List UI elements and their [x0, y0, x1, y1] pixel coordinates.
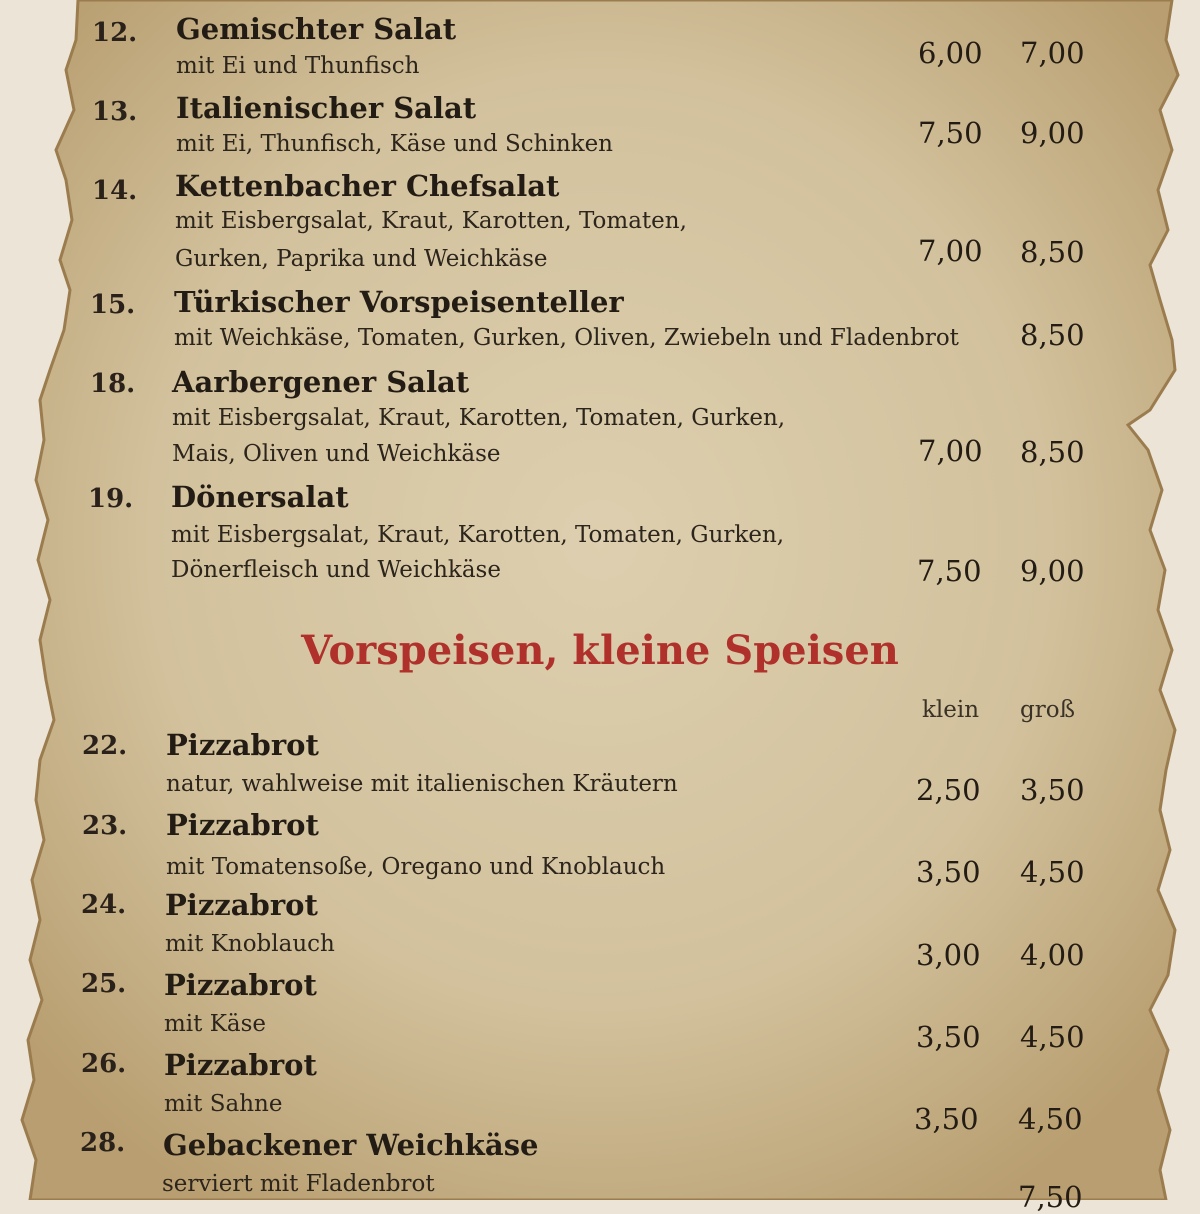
price-large: 8,50 [1020, 318, 1085, 352]
item-description: Gurken, Paprika und Weichkäse [175, 246, 548, 272]
price-large: 9,00 [1020, 554, 1085, 588]
item-description: mit Eisbergsalat, Kraut, Karotten, Tomaten, Gurken, [171, 522, 785, 548]
price-small: 7,00 [918, 234, 983, 268]
item-name: Pizzabrot [165, 888, 318, 922]
item-number: 22. [82, 731, 128, 761]
price-large: 8,50 [1020, 435, 1085, 469]
column-header-large: groß [1020, 697, 1075, 723]
price-small: 3,50 [916, 1020, 981, 1054]
item-name: Pizzabrot [164, 1048, 317, 1082]
item-description: mit Eisbergsalat, Kraut, Karotten, Tomaten, Gurken, [172, 405, 786, 431]
item-description: natur, wahlweise mit italienischen Kräutern [166, 771, 678, 797]
price-small: 3,50 [914, 1102, 979, 1136]
item-number: 24. [81, 890, 127, 920]
price-small: 3,00 [916, 938, 981, 972]
price-large: 4,00 [1020, 938, 1085, 972]
item-description: mit Weichkäse, Tomaten, Gurken, Oliven, Zwiebeln und Fladenbrot [174, 325, 959, 351]
item-name: Pizzabrot [164, 968, 317, 1002]
item-number: 28. [80, 1128, 126, 1158]
section-title: Vorspeisen, kleine Speisen [301, 627, 899, 674]
item-description: mit Käse [164, 1011, 267, 1037]
price-large: 7,50 [1018, 1180, 1083, 1214]
price-large: 4,50 [1020, 1020, 1085, 1054]
column-header-small: klein [922, 697, 980, 723]
price-small: 7,00 [918, 434, 983, 468]
item-description: mit Sahne [164, 1091, 283, 1117]
item-name: Dönersalat [171, 480, 349, 514]
item-description: Mais, Oliven und Weichkäse [172, 441, 501, 467]
price-large: 9,00 [1020, 116, 1085, 150]
item-name: Kettenbacher Chefsalat [175, 169, 560, 203]
item-name: Pizzabrot [166, 808, 319, 842]
item-description: serviert mit Fladenbrot [162, 1171, 435, 1197]
item-number: 25. [81, 969, 127, 999]
item-number: 12. [92, 18, 138, 48]
item-number: 14. [92, 176, 138, 206]
item-name: Gemischter Salat [176, 12, 457, 46]
item-number: 26. [81, 1049, 127, 1079]
price-large: 7,00 [1020, 36, 1085, 70]
item-name: Türkischer Vorspeisenteller [174, 285, 624, 319]
item-number: 19. [88, 484, 134, 514]
price-large: 4,50 [1020, 855, 1085, 889]
price-small: 2,50 [916, 773, 981, 807]
item-number: 23. [82, 811, 128, 841]
item-description: mit Knoblauch [165, 931, 335, 957]
item-name: Italienischer Salat [176, 91, 477, 125]
price-small: 3,50 [916, 855, 981, 889]
item-name: Gebackener Weichkäse [163, 1128, 539, 1162]
item-number: 18. [90, 369, 136, 399]
item-description: mit Ei und Thunfisch [176, 53, 420, 79]
item-description: mit Ei, Thunfisch, Käse und Schinken [176, 131, 613, 157]
item-description: Dönerfleisch und Weichkäse [171, 557, 501, 583]
price-small: 7,50 [917, 554, 982, 588]
price-small: 7,50 [918, 116, 983, 150]
price-large: 8,50 [1020, 235, 1085, 269]
price-large: 3,50 [1020, 773, 1085, 807]
item-number: 13. [92, 97, 138, 127]
item-name: Aarbergener Salat [172, 365, 470, 399]
item-number: 15. [90, 290, 136, 320]
item-description: mit Tomatensoße, Oregano und Knoblauch [166, 854, 666, 880]
item-description: mit Eisbergsalat, Kraut, Karotten, Tomaten, [175, 208, 687, 234]
price-small: 6,00 [918, 36, 983, 70]
price-large: 4,50 [1018, 1102, 1083, 1136]
item-name: Pizzabrot [166, 728, 319, 762]
